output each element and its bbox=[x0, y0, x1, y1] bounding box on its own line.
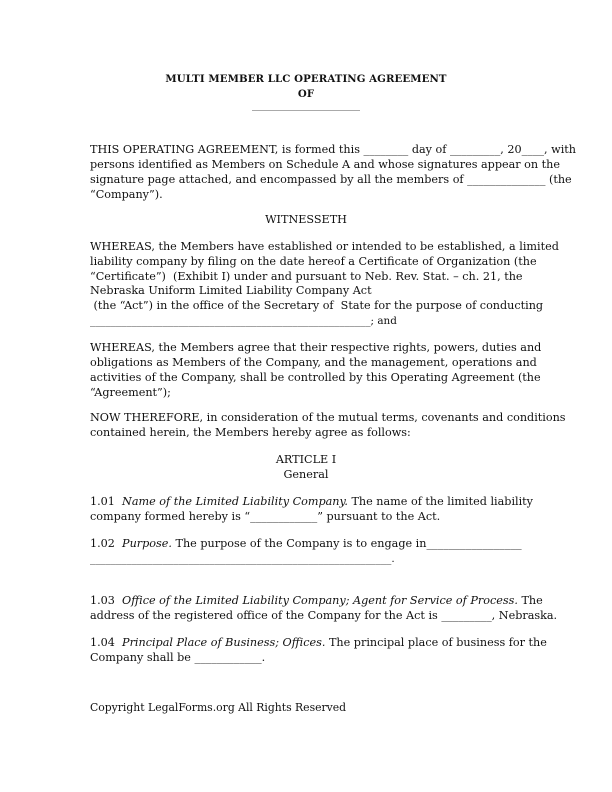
section-text-line: address of the registered office of the Company for the Act is _________, Nebraska. bbox=[90, 609, 558, 622]
section-number: 1.01 bbox=[90, 495, 115, 508]
section-heading: Principal Place of Business; Offices. bbox=[122, 636, 326, 649]
intro-line: “Company”). bbox=[90, 188, 163, 201]
document-title-of: OF bbox=[297, 88, 315, 100]
section-text: The name of the limited liability bbox=[347, 495, 533, 508]
section-number: 1.03 bbox=[90, 594, 115, 607]
section-heading: Name of the Limited Liability Company. bbox=[122, 495, 348, 508]
section-text-line: Company shall be ____________. bbox=[90, 651, 266, 664]
whereas2-line: obligations as Members of the Company, and the management, operations and bbox=[90, 356, 537, 369]
section-heading: Office of the Limited Liability Company; Agent for Service of Process. bbox=[122, 594, 518, 607]
whereas2-line: “Agreement”); bbox=[90, 386, 171, 399]
whereas2-line: activities of the Company, shall be controlled by this Operating Agreement (the bbox=[90, 371, 541, 384]
section-text: The bbox=[517, 594, 543, 607]
section-text: The purpose of the Company is to engage in_________________ bbox=[171, 537, 522, 550]
company-name-blank: ________________________ bbox=[252, 101, 360, 111]
section-text: The principal place of business for the bbox=[325, 636, 547, 649]
article-title: ARTICLE I bbox=[275, 453, 337, 466]
whereas1-line: ______________________________________________________; and bbox=[90, 315, 397, 327]
intro-line: signature page attached, and encompassed by all the members of ______________ (the bbox=[90, 173, 572, 186]
intro-line: THIS OPERATING AGREEMENT, is formed this ________ day of _________, 20____, with bbox=[90, 143, 576, 156]
intro-line: persons identified as Members on Schedule A and whose signatures appear on the bbox=[90, 158, 560, 171]
whereas1-line: Nebraska Uniform Limited Liability Company Act bbox=[90, 284, 372, 297]
whereas1-line: liability company by filing on the date hereof a Certificate of Organization (the bbox=[90, 255, 537, 268]
whereas1-line: WHEREAS, the Members have established or intended to be established, a limited bbox=[90, 240, 559, 253]
section-heading: Purpose. bbox=[122, 537, 172, 550]
whereas2-line: WHEREAS, the Members agree that their respective rights, powers, duties and bbox=[90, 341, 542, 354]
copyright-footer: Copyright LegalForms.org All Rights Reserved bbox=[90, 701, 347, 714]
section-text-line: __________________________________________________________. bbox=[90, 553, 395, 565]
document-title: MULTI MEMBER LLC OPERATING AGREEMENT bbox=[165, 73, 447, 85]
whereas1-line: “Certificate”) (Exhibit I) under and pursuant to Neb. Rev. Stat. – ch. 21, the bbox=[90, 270, 523, 283]
witnesseth-heading: WITNESSETH bbox=[265, 213, 347, 226]
section-number: 1.02 bbox=[90, 537, 115, 550]
article-subtitle: General bbox=[283, 468, 329, 481]
now-therefore-line: NOW THEREFORE, in consideration of the mutual terms, covenants and conditions bbox=[90, 411, 566, 424]
whereas1-line: (the “Act”) in the office of the Secretary of State for the purpose of conducting bbox=[90, 299, 544, 312]
section-number: 1.04 bbox=[90, 636, 115, 649]
now-therefore-line: contained herein, the Members hereby agree as follows: bbox=[90, 426, 411, 439]
section-text-line: company formed hereby is “____________” pursuant to the Act. bbox=[90, 510, 441, 523]
